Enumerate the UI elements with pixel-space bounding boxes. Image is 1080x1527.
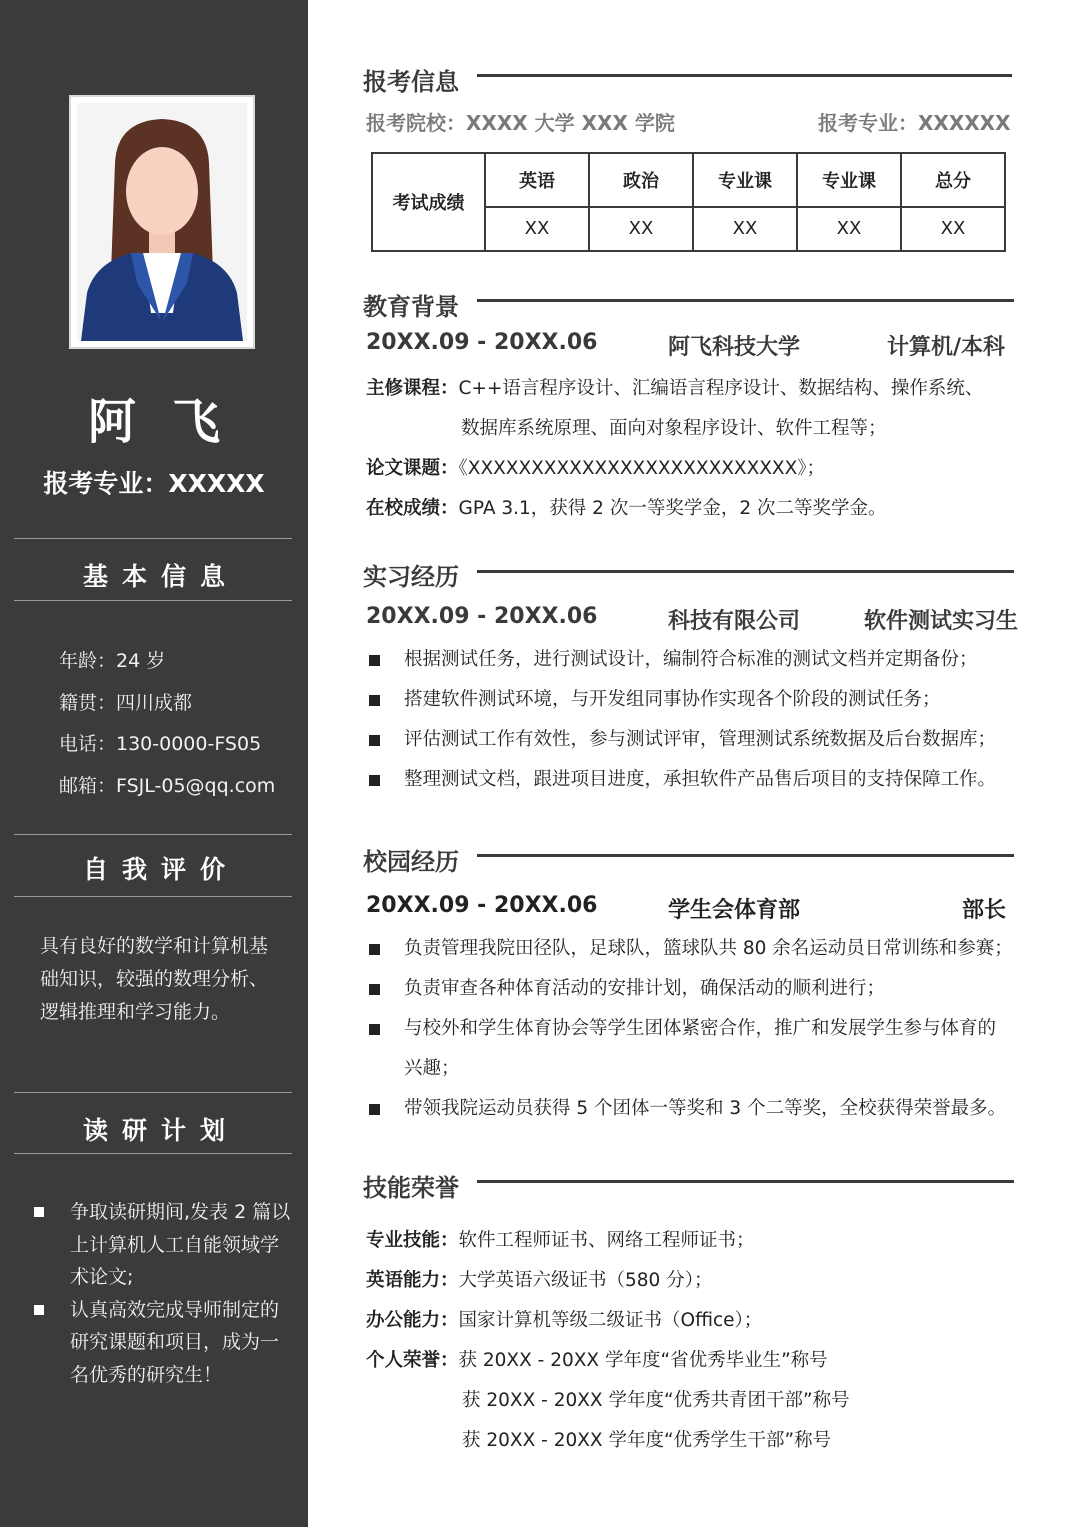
- grades-text: GPA 3.1，获得 2 次一等奖学金，2 次二等奖学金。: [458, 498, 887, 519]
- office-skills-line: [366, 1306, 762, 1332]
- duty-text: 负责管理我院田径队，足球队，篮球队共 80 余名运动员日常训练和参赛；: [404, 938, 1013, 959]
- target-major-field: 报考专业：XXXXXX: [818, 111, 1011, 135]
- info-hometown: 籍贯：四川成都: [59, 691, 193, 714]
- list-item: [366, 1009, 1026, 1049]
- internship-period: 20XX.09 - 20XX.06: [366, 604, 598, 629]
- thesis-text: 《XXXXXXXXXXXXXXXXXXXXXXXXXX》；: [458, 458, 826, 479]
- divider: [14, 896, 292, 897]
- score-header: 英语: [485, 153, 589, 207]
- sidebar: [0, 0, 308, 1527]
- list-item: [366, 720, 1026, 760]
- list-item: [366, 1089, 1026, 1129]
- professional-skills-label: 专业技能：: [366, 1230, 459, 1251]
- duty-text: 负责审查各种体育活动的安排计划，确保活动的顺利进行；: [404, 978, 886, 999]
- education-section-title: 教育背景: [363, 293, 459, 321]
- avatar-illustration: [77, 103, 247, 341]
- grades-label: 在校成绩：: [366, 498, 459, 519]
- score-header: 政治: [589, 153, 693, 207]
- office-skills-text: 国家计算机等级二级证书（Office）；: [458, 1310, 763, 1331]
- honor-text: 获 20XX - 20XX 学年度“优秀学生干部”称号: [462, 1430, 832, 1451]
- grades-line: [366, 494, 886, 520]
- duty-text: 搭建软件测试环境，与开发组同事协作实现各个阶段的测试任务；: [404, 689, 941, 710]
- info-email: 邮箱：FSJL-05@qq.com: [59, 774, 276, 797]
- internship-role: 软件测试实习生: [864, 609, 1019, 634]
- education-period: 20XX.09 - 20XX.06: [366, 330, 598, 355]
- score-value: XX: [485, 207, 589, 251]
- list-item: [366, 640, 1026, 680]
- list-item: [366, 929, 1026, 969]
- professional-skills-text: 软件工程师证书、网络工程师证书；: [458, 1230, 755, 1251]
- courses-line: [366, 374, 983, 400]
- campus-org: 学生会体育部: [668, 898, 801, 923]
- bullet-square-icon: [369, 735, 380, 746]
- info-phone: 电话：130-0000-FS05: [59, 733, 262, 755]
- campus-role: 部长: [962, 898, 1007, 923]
- thesis-label: 论文课题：: [366, 458, 459, 479]
- study-plan-heading: 读研计划: [82, 1116, 239, 1145]
- internship-company: 科技有限公司: [668, 609, 801, 634]
- internship-section-title: 实习经历: [363, 563, 459, 591]
- divider: [14, 834, 292, 835]
- education-entry-header: [366, 330, 1016, 364]
- divider: [14, 538, 292, 539]
- exam-section-title: 报考信息: [363, 68, 459, 96]
- plan-text: 认真高效完成导师制定的研究课题和项目，成为一名优秀的研究生！: [70, 1298, 280, 1386]
- score-value: XX: [797, 207, 901, 251]
- bullet-square-icon: [369, 1024, 380, 1035]
- education-degree: 计算机/本科: [887, 335, 1006, 360]
- score-header: 总分: [901, 153, 1005, 207]
- duty-text: 带领我院运动员获得 5 个团体一等奖和 3 个二等奖，全校获得荣誉最多。: [404, 1098, 1007, 1119]
- list-item: [366, 760, 1026, 800]
- list-item: [30, 1196, 292, 1294]
- skills-section-title: 技能荣誉: [363, 1174, 459, 1202]
- honors-label: 个人荣誉：: [366, 1350, 459, 1371]
- score-table: [371, 152, 1006, 252]
- profile-photo: [69, 95, 255, 349]
- courses-text: C++语言程序设计、汇编语言程序设计、数据结构、操作系统、: [458, 378, 984, 399]
- office-skills-label: 办公能力：: [366, 1310, 459, 1331]
- bullet-square-icon: [34, 1305, 44, 1315]
- divider: [14, 600, 292, 601]
- study-plan-list: [30, 1196, 292, 1391]
- target-school: 报考院校：XXXX 大学 XXX 学院: [366, 111, 675, 135]
- score-row-label: 考试成绩: [372, 153, 485, 251]
- score-header: 专业课: [797, 153, 901, 207]
- self-eval-text: 具有良好的数学和计算机基础知识，较强的数理分析、逻辑推理和学习能力。: [40, 935, 269, 1023]
- courses-line-2: 数据库系统原理、面向对象程序设计、软件工程等；: [461, 418, 887, 439]
- professional-skills-line: [366, 1226, 755, 1252]
- info-age: 年龄：24 岁: [59, 650, 166, 672]
- bullet-square-icon: [369, 655, 380, 666]
- list-item: [366, 969, 1026, 1009]
- duty-text: 整理测试文档，跟进项目进度，承担软件产品售后项目的支持保障工作。: [404, 769, 997, 790]
- bullet-square-icon: [369, 775, 380, 786]
- courses-label: 主修课程：: [366, 378, 459, 399]
- divider: [14, 1153, 292, 1154]
- candidate-name: 阿飞: [87, 394, 256, 450]
- internship-duties: [366, 640, 1026, 800]
- bullet-square-icon: [369, 944, 380, 955]
- honor-text: 获 20XX - 20XX 学年度“省优秀毕业生”称号: [458, 1350, 828, 1371]
- self-eval-heading: 自我评价: [82, 855, 239, 884]
- divider: [14, 1092, 292, 1093]
- bullet-square-icon: [34, 1207, 44, 1217]
- section-rule: [477, 299, 1014, 302]
- bullet-square-icon: [369, 984, 380, 995]
- section-rule: [477, 854, 1014, 857]
- score-header: 专业课: [693, 153, 797, 207]
- score-value: XX: [693, 207, 797, 251]
- section-rule: [477, 1180, 1014, 1183]
- english-skills-text: 大学英语六级证书（580 分）；: [458, 1270, 713, 1291]
- duty-text: 与校外和学生体育协会等学生团体紧密合作，推广和发展学生参与体育的: [404, 1018, 997, 1039]
- score-value: XX: [901, 207, 1005, 251]
- english-skills-line: [366, 1266, 712, 1292]
- target-major: 报考专业：XXXXX: [43, 469, 265, 498]
- campus-section-title: 校园经历: [363, 848, 459, 876]
- internship-entry-header: [366, 604, 1019, 638]
- score-value: XX: [589, 207, 693, 251]
- duty-text: 评估测试工作有效性，参与测试评审，管理测试系统数据及后台数据库；: [404, 729, 997, 750]
- basic-info-list: [59, 641, 275, 807]
- section-rule: [477, 570, 1014, 573]
- list-item: [30, 1294, 292, 1392]
- section-rule: [477, 74, 1012, 77]
- list-item: [366, 680, 1026, 720]
- basic-info-heading: 基本信息: [82, 562, 239, 591]
- duty-text: 兴趣；: [404, 1058, 460, 1079]
- campus-period: 20XX.09 - 20XX.06: [366, 893, 598, 918]
- campus-duties: [366, 929, 1026, 1129]
- honor-text: 获 20XX - 20XX 学年度“优秀共青团干部”称号: [462, 1390, 850, 1411]
- honors-line: [366, 1346, 828, 1372]
- plan-text: 争取读研期间,发表 2 篇以上计算机人工自能领域学术论文;: [70, 1201, 291, 1288]
- list-item-continuation: [366, 1049, 1026, 1089]
- thesis-line: [366, 454, 825, 480]
- english-skills-label: 英语能力：: [366, 1270, 459, 1291]
- duty-text: 根据测试任务，进行测试设计，编制符合标准的测试文档并定期备份；: [404, 649, 978, 670]
- education-school: 阿飞科技大学: [668, 335, 801, 360]
- campus-entry-header: [366, 893, 1016, 927]
- bullet-square-icon: [369, 1104, 380, 1115]
- bullet-square-icon: [369, 695, 380, 706]
